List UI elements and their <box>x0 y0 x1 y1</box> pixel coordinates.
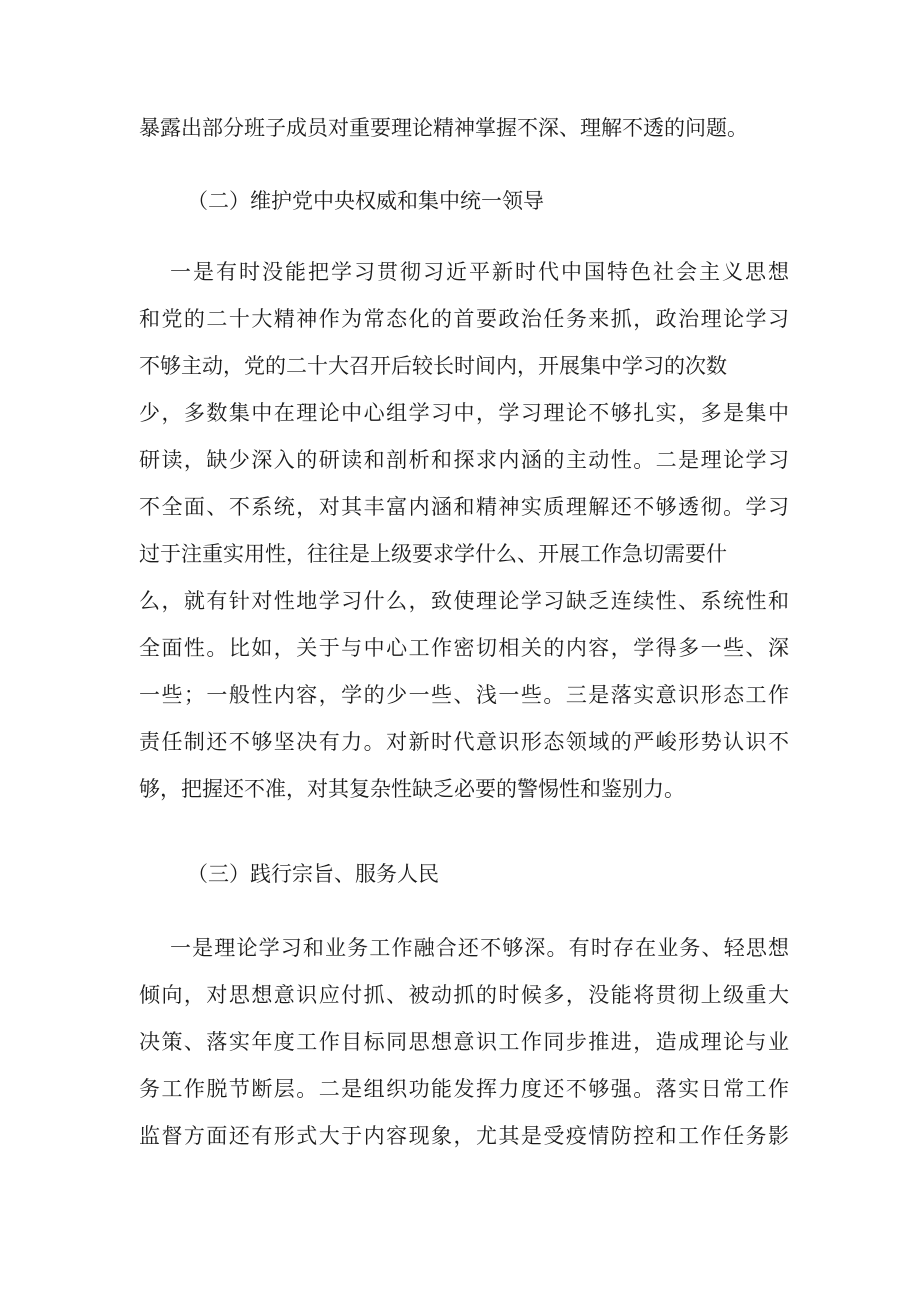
paragraph-line: 过于注重实用性，往往是上级要求学什么、开展工作急切需要什 <box>139 542 727 566</box>
paragraph-line: 一些；一般性内容，学的少一些、浅一些。三是落实意识形态工作 <box>139 683 789 707</box>
paragraph-line: 不全面、不系统，对其丰富内涵和精神实质理解还不够透彻。学习 <box>139 495 789 519</box>
section-2-heading: （二）维护党中央权威和集中统一领导 <box>187 189 544 213</box>
paragraph-line: 不够主动，党的二十大召开后较长时间内，开展集中学习的次数 <box>139 354 727 378</box>
paragraph-line: 倾向，对思想意识应付抓、被动抓的时候多，没能将贯彻上级重大 <box>139 983 789 1007</box>
paragraph-line: 全面性。比如，关于与中心工作密切相关的内容，学得多一些、深 <box>139 636 789 660</box>
paragraph-line: 一是有时没能把学习贯彻习近平新时代中国特色社会主义思想 <box>170 260 789 284</box>
intro-line: 暴露出部分班子成员对重要理论精神掌握不深、理解不透的问题。 <box>139 116 748 140</box>
paragraph-line: 监督方面还有形式大于内容现象，尤其是受疫情防控和工作任务影 <box>139 1124 789 1148</box>
paragraph-line: 么，就有针对性地学习什么，致使理论学习缺乏连续性、系统性和 <box>139 589 789 613</box>
paragraph-line: 研读，缺少深入的研读和剖析和探求内涵的主动性。二是理论学习 <box>139 448 789 472</box>
section-3-heading: （三）践行宗旨、服务人民 <box>187 862 439 886</box>
paragraph-line: 和党的二十大精神作为常态化的首要政治任务来抓，政治理论学习 <box>139 307 789 331</box>
paragraph-line: 够，把握还不准，对其复杂性缺乏必要的警惕性和鉴别力。 <box>139 777 685 801</box>
paragraph-line: 决策、落实年度工作目标同思想意识工作同步推进，造成理论与业 <box>139 1030 789 1054</box>
paragraph-line: 责任制还不够坚决有力。对新时代意识形态领域的严峻形势认识不 <box>139 730 789 754</box>
paragraph-line: 务工作脱节断层。二是组织功能发挥力度还不够强。落实日常工作 <box>139 1077 789 1101</box>
paragraph-line: 少，多数集中在理论中心组学习中，学习理论不够扎实，多是集中 <box>139 401 789 425</box>
paragraph-line: 一是理论学习和业务工作融合还不够深。有时存在业务、轻思想 <box>170 936 789 960</box>
